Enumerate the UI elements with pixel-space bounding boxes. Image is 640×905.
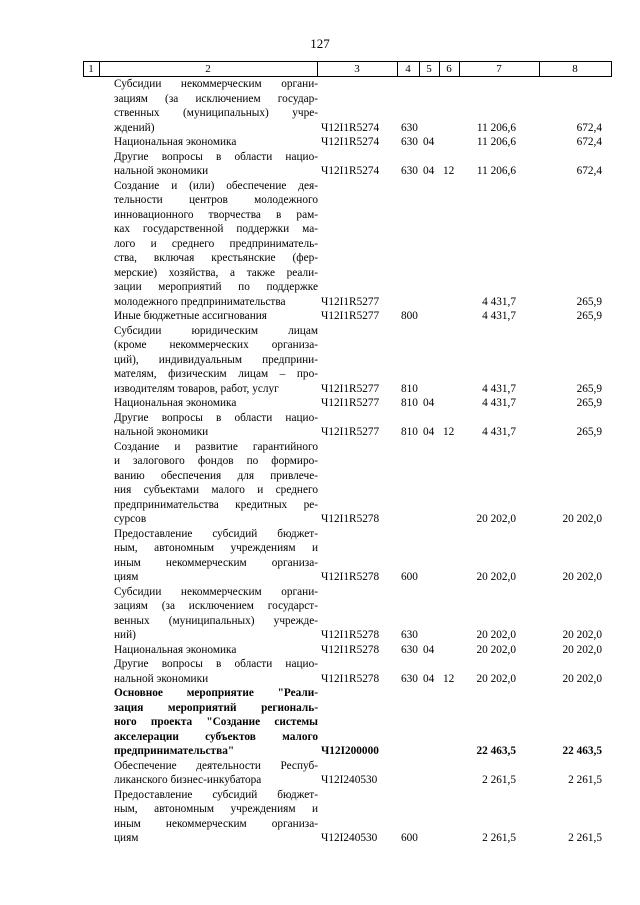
table-row — [83, 150, 612, 179]
row-col-5: 04 — [423, 397, 435, 409]
row-col-6: 12 — [443, 426, 455, 438]
row-amount-col-8: 20 202,0 — [562, 513, 602, 525]
row-amount-col-8: 265,9 — [576, 426, 602, 438]
row-values — [83, 744, 612, 759]
row-values — [83, 773, 612, 788]
row-code: Ч12I1R5277 — [321, 295, 380, 308]
row-amount-col-7: 22 463,5 — [476, 745, 516, 757]
description-line: Национальная экономика — [114, 136, 237, 148]
row-col-6: 12 — [443, 672, 455, 685]
header-col-1: 1 — [88, 63, 94, 75]
row-col-5: 04 — [423, 643, 435, 656]
description-line: Другие вопросы в области нацио- — [114, 150, 318, 163]
row-col-4: 810 — [401, 426, 418, 438]
description-line: мерские) хозяйства, а также реали- — [114, 266, 318, 279]
description-line: предпринимательства кредитных ре- — [114, 498, 318, 511]
row-amount-col-7: 4 431,7 — [482, 382, 516, 395]
header-col-5: 5 — [426, 63, 432, 75]
page-number: 127 — [310, 36, 330, 51]
description-line: ния субъектами малого и среднего — [114, 484, 318, 496]
row-amount-col-7: 2 261,5 — [482, 774, 516, 786]
table-row — [83, 759, 612, 788]
table-row — [83, 309, 612, 324]
header-col-8: 8 — [572, 63, 578, 75]
row-col-4: 630 — [401, 136, 418, 148]
table-row — [83, 788, 612, 846]
table-row — [83, 527, 612, 585]
row-col-4: 630 — [401, 121, 418, 134]
table-row — [83, 77, 612, 135]
description-line: тельности центров молодежного — [114, 194, 318, 206]
description-line: мателям, физическим лицам – про- — [114, 368, 318, 380]
table-row — [83, 324, 612, 397]
header-col-7: 7 — [496, 63, 502, 75]
row-values — [83, 135, 612, 150]
table-row — [83, 179, 612, 310]
row-code: Ч12I1R5278 — [321, 513, 380, 525]
row-col-6: 12 — [443, 165, 455, 177]
row-amount-col-7: 4 431,7 — [482, 310, 516, 322]
row-col-4: 630 — [401, 629, 418, 641]
row-values — [83, 672, 612, 687]
row-code: Ч12I1R5274 — [321, 165, 380, 177]
row-amount-col-8: 22 463,5 — [562, 745, 602, 757]
table-row — [83, 135, 612, 150]
row-col-4: 630 — [401, 643, 418, 656]
header-col-4: 4 — [405, 63, 411, 75]
row-col-4: 600 — [401, 571, 418, 583]
row-amount-col-8: 2 261,5 — [568, 774, 602, 786]
description-line: нальной экономики — [114, 672, 209, 685]
description-line: акселерации субъектов малого — [114, 730, 318, 743]
row-values — [83, 831, 612, 846]
description-line: молодежного предпринимательства — [114, 295, 286, 308]
row-col-5: 04 — [423, 136, 435, 148]
row-amount-col-8: 672,4 — [576, 136, 602, 148]
row-values — [83, 512, 612, 527]
row-amount-col-7: 4 431,7 — [482, 397, 516, 409]
description-line: циям — [114, 571, 139, 583]
row-amount-col-7: 20 202,0 — [476, 672, 516, 685]
row-amount-col-8: 672,4 — [576, 121, 602, 134]
row-amount-col-8: 20 202,0 — [562, 629, 602, 641]
description-line: Основное мероприятие "Реали- — [114, 687, 318, 699]
row-amount-col-7: 20 202,0 — [476, 643, 516, 656]
row-code: Ч12I240530 — [321, 774, 378, 786]
row-values — [83, 295, 612, 310]
description-line: ждений) — [114, 121, 155, 134]
table-row — [83, 411, 612, 440]
table-row — [83, 396, 612, 411]
row-amount-col-8: 20 202,0 — [562, 571, 602, 583]
row-amount-col-7: 11 206,6 — [476, 136, 516, 148]
description-line: иным некоммерческим организа- — [114, 556, 318, 569]
header-col-6: 6 — [446, 63, 452, 75]
row-amount-col-7: 4 431,7 — [482, 426, 516, 438]
row-values — [83, 425, 612, 440]
row-col-5: 04 — [423, 426, 435, 438]
row-amount-col-7: 2 261,5 — [482, 832, 516, 844]
description-line: ликанского бизнес-инкубатора — [114, 774, 262, 786]
table-row — [83, 585, 612, 643]
description-line: предпринимательства" — [114, 745, 235, 757]
row-col-5: 04 — [423, 165, 435, 177]
description-line: ций), индивидуальным предприни- — [114, 353, 318, 366]
description-line: Создание и (или) обеспечение дея- — [114, 179, 318, 192]
row-code: Ч12I1R5278 — [321, 643, 380, 656]
row-amount-col-7: 4 431,7 — [482, 295, 516, 308]
row-values — [83, 164, 612, 179]
column-number-header — [83, 61, 612, 77]
description-line: нальной экономики — [114, 426, 209, 438]
description-line: иным некоммерческим организа- — [114, 817, 318, 830]
row-code: Ч12I1R5278 — [321, 571, 380, 583]
description-line: венных (муниципальных) учрежде- — [114, 614, 318, 627]
row-code: Ч12I1R5277 — [321, 397, 380, 409]
description-line: инновационного творчества в рам- — [114, 208, 318, 221]
description-line: Иные бюджетные ассигнования — [114, 310, 267, 322]
row-code: Ч12I1R5277 — [321, 382, 380, 395]
row-amount-col-8: 20 202,0 — [562, 672, 602, 685]
row-col-4: 600 — [401, 832, 418, 844]
description-line: зациям (за исключением государ- — [114, 92, 318, 105]
description-line: Создание и развитие гарантийного — [114, 440, 318, 453]
row-amount-col-7: 11 206,6 — [476, 165, 516, 177]
description-line: ства, включая крестьянские (фер- — [114, 252, 318, 264]
description-line: Обеспечение деятельности Респуб- — [114, 759, 318, 772]
description-line: ках государственной поддержки ма- — [114, 223, 318, 235]
table-row — [83, 643, 612, 658]
row-col-4: 810 — [401, 382, 418, 395]
row-values — [83, 382, 612, 397]
row-amount-col-7: 20 202,0 — [476, 629, 516, 641]
row-col-4: 630 — [401, 672, 418, 685]
row-values — [83, 643, 612, 658]
description-line: (кроме некоммерческих организа- — [114, 339, 318, 351]
budget-table — [83, 61, 612, 846]
description-line: ний) — [114, 629, 136, 641]
description-line: и залогового фондов по формиро- — [114, 455, 318, 467]
row-values — [83, 309, 612, 324]
description-line: Национальная экономика — [114, 397, 237, 409]
row-col-4: 800 — [401, 310, 418, 322]
description-line: зация мероприятий региональ- — [114, 701, 318, 714]
description-line: ным, автономным учреждениям и — [114, 803, 318, 815]
description-line: ным, автономным учреждениям и — [114, 542, 318, 554]
description-line: сурсов — [114, 513, 147, 525]
row-amount-col-8: 2 261,5 — [568, 832, 602, 844]
description-line: Субсидии некоммерческим органи- — [114, 78, 318, 90]
description-line: Национальная экономика — [114, 643, 237, 656]
row-col-4: 630 — [401, 165, 418, 177]
row-code: Ч12I1R5277 — [321, 426, 380, 438]
row-amount-col-8: 20 202,0 — [562, 643, 602, 656]
description-line: лого и среднего предприниматель- — [114, 237, 318, 250]
row-col-4: 810 — [401, 397, 418, 409]
row-values — [83, 628, 612, 643]
row-code: Ч12I1R5274 — [321, 136, 380, 148]
description-line: циям — [114, 832, 139, 844]
description-line: ванию обеспечения для привлече- — [114, 469, 318, 482]
table-body — [83, 77, 612, 846]
row-code: Ч12I1R5274 — [321, 121, 380, 134]
row-code: Ч12I240530 — [321, 832, 378, 844]
description-line: ного проекта "Создание системы — [114, 716, 318, 728]
description-line: зации мероприятий по поддержке — [114, 281, 318, 293]
row-amount-col-8: 265,9 — [576, 295, 602, 308]
header-col-3: 3 — [354, 63, 360, 75]
row-amount-col-7: 20 202,0 — [476, 571, 516, 583]
row-amount-col-7: 20 202,0 — [476, 513, 516, 525]
row-amount-col-8: 672,4 — [576, 165, 602, 177]
description-line: нальной экономики — [114, 165, 209, 177]
row-values — [83, 570, 612, 585]
row-amount-col-8: 265,9 — [576, 310, 602, 322]
description-line: Предоставление субсидий бюджет- — [114, 527, 318, 540]
description-line: ственных (муниципальных) учре- — [114, 107, 318, 119]
row-amount-col-8: 265,9 — [576, 382, 602, 395]
description-line: зациям (за исключением государст- — [114, 600, 318, 612]
description-line: Субсидии юридическим лицам — [114, 324, 318, 337]
row-code: Ч12I1R5278 — [321, 672, 380, 685]
header-col-2: 2 — [205, 63, 211, 75]
row-amount-col-7: 11 206,6 — [476, 121, 516, 134]
table-row — [83, 686, 612, 759]
row-code: Ч12I200000 — [321, 745, 379, 757]
row-values — [83, 396, 612, 411]
row-col-5: 04 — [423, 672, 435, 685]
row-description — [114, 179, 318, 310]
row-amount-col-8: 265,9 — [576, 397, 602, 409]
row-code: Ч12I1R5278 — [321, 629, 380, 641]
description-line: Другие вопросы в области нацио- — [114, 411, 318, 424]
description-line: Субсидии некоммерческим органи- — [114, 585, 318, 598]
table-row — [83, 440, 612, 527]
description-line: Другие вопросы в области нацио- — [114, 658, 318, 670]
description-line: Предоставление субсидий бюджет- — [114, 788, 318, 801]
row-code: Ч12I1R5277 — [321, 310, 380, 322]
description-line: изводителям товаров, работ, услуг — [114, 382, 279, 395]
row-values — [83, 121, 612, 136]
table-row — [83, 657, 612, 686]
